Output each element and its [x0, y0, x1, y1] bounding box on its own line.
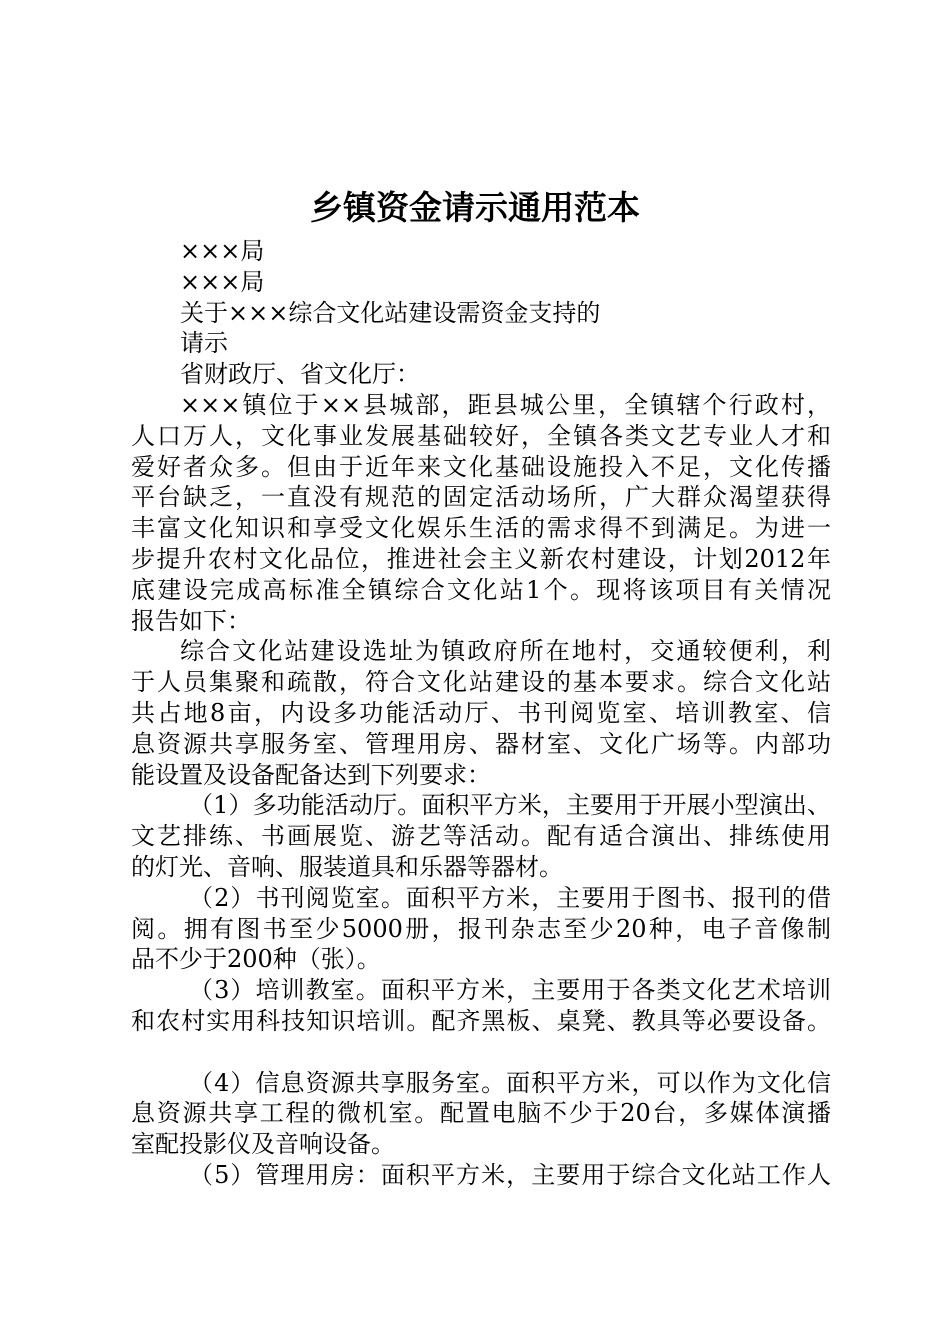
text-line: 步提升农村文化品位，推进社会主义新农村建设，计划2012年	[131, 544, 831, 573]
text-line: （4）信息资源共享服务室。面积平方米，可以作为文化信	[189, 1068, 831, 1097]
text-line: 和农村实用科技知识培训。配齐黑板、桌凳、教具等必要设备。	[131, 1006, 831, 1035]
text-line: 文艺排练、书画展览、游艺等活动。配有适合演出、排练使用	[131, 822, 831, 851]
text-line: 共占地8亩，内设多功能活动厅、书刊阅览室、培训教室、信	[131, 698, 831, 727]
text-line: 底建设完成高标准全镇综合文化站1个。现将该项目有关情况	[131, 575, 831, 604]
text-line: 室配投影仪及音响设备。	[131, 1130, 395, 1159]
text-line: ×××局	[180, 267, 265, 296]
text-line: 报告如下：	[131, 606, 251, 635]
text-line: （3）培训教室。面积平方米，主要用于各类文化艺术培训	[189, 976, 831, 1005]
text-line: 丰富文化知识和享受文化娱乐生活的需求得不到满足。为进一	[131, 514, 831, 543]
document-body	[131, 236, 831, 1191]
text-line: （2）书刊阅览室。面积平方米，主要用于图书、报刊的借	[189, 883, 831, 912]
text-line: 阅。拥有图书至少5000册，报刊杂志至少20种，电子音像制	[131, 914, 831, 943]
text-line: 关于×××综合文化站建设需资金支持的	[180, 298, 601, 327]
text-line: （1）多功能活动厅。面积平方米，主要用于开展小型演出、	[189, 791, 831, 820]
text-line: 人口万人，文化事业发展基础较好，全镇各类文艺专业人才和	[131, 421, 831, 450]
text-line: 请示	[180, 329, 228, 358]
blank-line	[131, 1037, 831, 1068]
text-line: （5）管理用房：面积平方米，主要用于综合文化站工作人	[189, 1160, 831, 1189]
text-line: ×××局	[180, 237, 265, 265]
text-line: 品不少于200种（张）。	[131, 945, 381, 974]
text-line: 能设置及设备配备达到下列要求：	[131, 760, 491, 789]
text-line: 息资源共享服务室、管理用房、器材室、文化广场等。内部功	[131, 729, 831, 758]
text-line: 省财政厅、省文化厅：	[180, 360, 420, 389]
document-title: 乡镇资金请示通用范本	[310, 188, 640, 227]
text-line: 息资源共享工程的微机室。配置电脑不少于20台，多媒体演播	[131, 1099, 831, 1128]
text-line: 的灯光、音响、服装道具和乐器等器材。	[131, 852, 563, 881]
text-line: ×××镇位于××县城部，距县城公里，全镇辖个行政村，	[180, 390, 831, 419]
text-line: 爱好者众多。但由于近年来文化基础设施投入不足，文化传播	[131, 452, 831, 481]
text-line: 于人员集聚和疏散，符合文化站建设的基本要求。综合文化站	[131, 668, 831, 697]
text-line: 综合文化站建设选址为镇政府所在地村，交通较便利，利	[180, 637, 831, 666]
text-line: 平台缺乏，一直没有规范的固定活动场所，广大群众渴望获得	[131, 483, 831, 512]
